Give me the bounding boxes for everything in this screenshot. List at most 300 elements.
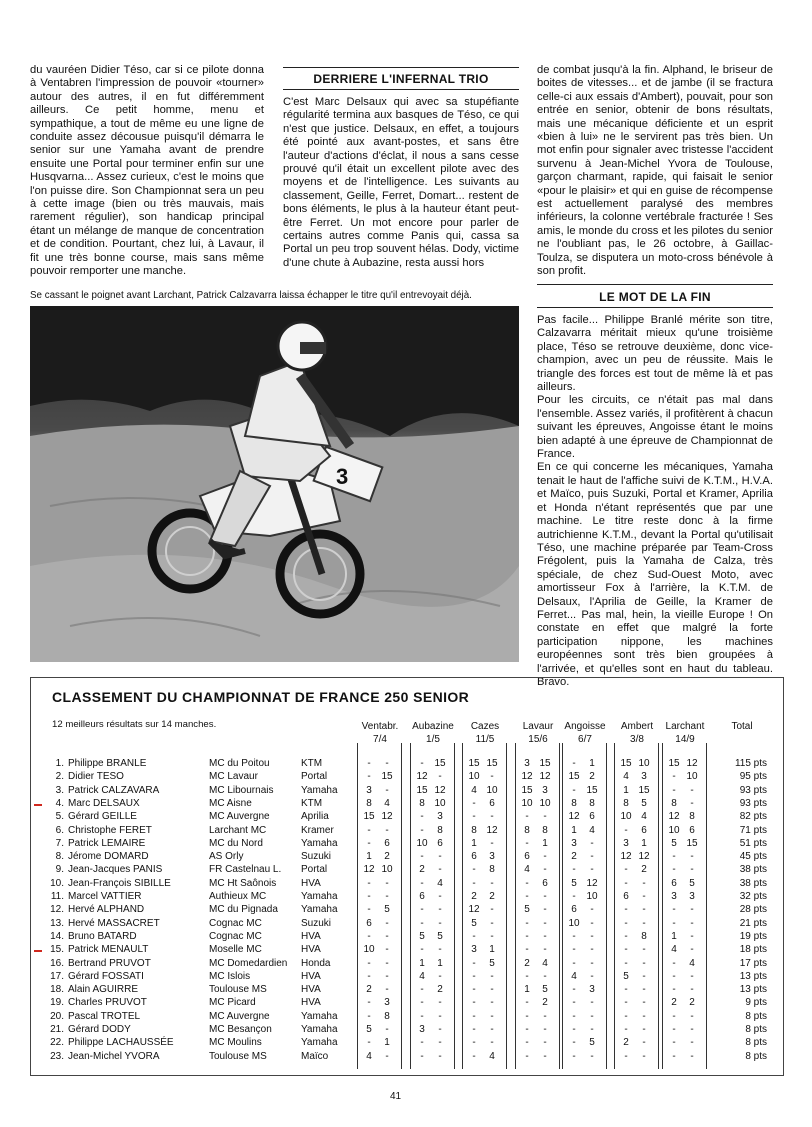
manche-2-result: - bbox=[543, 1010, 547, 1022]
manche-2-result: - bbox=[590, 944, 594, 956]
rider-name-cell: Bertrand PRUVOT bbox=[68, 957, 151, 969]
round-header-name: Larchant bbox=[665, 721, 705, 732]
manche-2-result: - bbox=[385, 758, 389, 769]
rank-cell: 12. bbox=[50, 904, 64, 916]
motorcycle-cell: HVA bbox=[301, 877, 321, 889]
manche-2-result: 10 bbox=[381, 864, 393, 876]
manche-1-result: - bbox=[420, 997, 424, 1009]
manche-2-result: - bbox=[642, 1024, 646, 1035]
manche-1-result: 12 bbox=[620, 851, 632, 863]
rank-cell: 2. bbox=[55, 771, 64, 783]
manche-1-result: - bbox=[472, 1050, 476, 1062]
manche-1-result: - bbox=[572, 864, 576, 876]
manche-1-result: 1 bbox=[471, 837, 477, 849]
manche-1-result: - bbox=[572, 1024, 576, 1035]
manche-2-result: - bbox=[690, 984, 694, 996]
manche-2-result: - bbox=[490, 771, 494, 783]
manche-1-result: 10 bbox=[568, 917, 580, 929]
manche-2-result: 8 bbox=[589, 797, 595, 809]
total-cell: 9 pts bbox=[745, 997, 767, 1009]
manche-1-result: - bbox=[624, 1024, 628, 1035]
manche-1-result: 3 bbox=[471, 944, 477, 956]
manche-1-result: - bbox=[624, 824, 628, 836]
manche-1-result: - bbox=[472, 1037, 476, 1049]
rank-cell: 20. bbox=[50, 1010, 64, 1022]
manche-1-result: - bbox=[420, 877, 424, 889]
rank-cell: 19. bbox=[50, 997, 64, 1009]
manche-2-result: - bbox=[642, 997, 646, 1009]
manche-1-result: - bbox=[572, 984, 576, 996]
manche-1-result: 2 bbox=[524, 957, 530, 969]
manche-1-result: - bbox=[420, 851, 424, 863]
manche-1-result: - bbox=[420, 824, 424, 836]
total-cell: 82 pts bbox=[739, 811, 767, 823]
manche-2-result: 3 bbox=[542, 784, 548, 796]
manche-1-result: - bbox=[672, 1010, 676, 1022]
club-cell: MC Libournais bbox=[209, 784, 274, 796]
column-separator bbox=[410, 743, 411, 1069]
number-plate: 3 bbox=[336, 464, 349, 489]
column-separator bbox=[506, 743, 507, 1069]
manche-1-result: - bbox=[367, 957, 371, 969]
section-rule-bottom-2 bbox=[537, 307, 773, 308]
total-cell: 93 pts bbox=[739, 797, 767, 809]
manche-2-result: 4 bbox=[641, 811, 647, 823]
rank-cell: 1. bbox=[55, 758, 64, 769]
manche-1-result: - bbox=[672, 1050, 676, 1062]
club-cell: Cognac MC bbox=[209, 917, 262, 929]
rider-name-cell: Didier TESO bbox=[68, 771, 124, 783]
photo-caption: Se cassant le poignet avant Larchant, Patrick Calzavarra laissa échapper le titre qu'il entrevoyait déjà. bbox=[30, 290, 472, 301]
manche-2-result: 6 bbox=[589, 811, 595, 823]
manche-2-result: - bbox=[642, 1037, 646, 1049]
manche-1-result: - bbox=[572, 1010, 576, 1022]
manche-2-result: - bbox=[543, 1050, 547, 1062]
manche-2-result: 8 bbox=[384, 1010, 390, 1022]
manche-2-result: - bbox=[385, 984, 389, 996]
manche-1-result: - bbox=[672, 1024, 676, 1035]
manche-2-result: - bbox=[543, 864, 547, 876]
manche-2-result: - bbox=[490, 1024, 494, 1035]
manche-2-result: 10 bbox=[586, 891, 598, 902]
manche-2-result: - bbox=[543, 917, 547, 929]
manche-1-result: - bbox=[420, 1010, 424, 1022]
manche-1-result: 4 bbox=[419, 970, 425, 982]
manche-2-result: - bbox=[690, 917, 694, 929]
manche-1-result: - bbox=[624, 917, 628, 929]
motorcycle-cell: HVA bbox=[301, 930, 321, 942]
manche-2-result: - bbox=[690, 784, 694, 796]
manche-2-result: - bbox=[490, 997, 494, 1009]
manche-2-result: 2 bbox=[589, 771, 595, 783]
manche-1-result: - bbox=[525, 997, 529, 1009]
manche-2-result: - bbox=[385, 944, 389, 956]
column-separator bbox=[706, 743, 707, 1069]
total-cell: 19 pts bbox=[739, 930, 767, 942]
manche-2-result: - bbox=[690, 930, 694, 942]
manche-1-result: 15 bbox=[668, 758, 680, 769]
column-separator bbox=[658, 743, 659, 1069]
column-separator bbox=[559, 743, 560, 1069]
manche-2-result: 4 bbox=[542, 957, 548, 969]
manche-1-result: - bbox=[420, 917, 424, 929]
manche-2-result: 2 bbox=[689, 997, 695, 1009]
manche-2-result: - bbox=[490, 984, 494, 996]
total-cell: 13 pts bbox=[739, 970, 767, 982]
manche-1-result: 12 bbox=[568, 811, 580, 823]
manche-1-result: - bbox=[624, 864, 628, 876]
motorcycle-cell: Suzuki bbox=[301, 851, 332, 863]
manche-1-result: 5 bbox=[623, 970, 629, 982]
column-separator bbox=[606, 743, 607, 1069]
manche-1-result: 8 bbox=[524, 824, 530, 836]
manche-1-result: - bbox=[572, 758, 576, 769]
motorcycle-cell: Portal bbox=[301, 771, 328, 783]
manche-1-result: - bbox=[472, 957, 476, 969]
manche-1-result: - bbox=[472, 797, 476, 809]
club-cell: Moselle MC bbox=[209, 944, 262, 956]
manche-1-result: 8 bbox=[623, 797, 629, 809]
article-column-4 bbox=[537, 314, 773, 689]
manche-2-result: - bbox=[490, 970, 494, 982]
highlight-marker bbox=[34, 804, 42, 806]
motorcycle-cell: HVA bbox=[301, 997, 321, 1009]
manche-2-result: - bbox=[438, 1010, 442, 1022]
total-cell: 95 pts bbox=[739, 771, 767, 783]
manche-2-result: - bbox=[590, 970, 594, 982]
total-cell: 8 pts bbox=[745, 1024, 767, 1035]
manche-1-result: - bbox=[624, 997, 628, 1009]
total-cell: 45 pts bbox=[739, 851, 767, 863]
manche-2-result: - bbox=[690, 904, 694, 916]
rider-name-cell: Hervé ALPHAND bbox=[68, 904, 145, 916]
manche-1-result: 2 bbox=[623, 1037, 629, 1049]
manche-1-result: - bbox=[367, 1037, 371, 1049]
manche-2-result: 3 bbox=[689, 891, 695, 902]
manche-1-result: - bbox=[624, 877, 628, 889]
rank-cell: 11. bbox=[50, 891, 64, 902]
rank-cell: 18. bbox=[50, 984, 64, 996]
column-separator bbox=[614, 743, 615, 1069]
motorcycle-cell: Yamaha bbox=[301, 1024, 338, 1035]
manche-1-result: 2 bbox=[571, 851, 577, 863]
manche-1-result: - bbox=[672, 984, 676, 996]
manche-2-result: 3 bbox=[641, 771, 647, 783]
manche-2-result: - bbox=[690, 1037, 694, 1049]
motorcycle-cell: Yamaha bbox=[301, 1010, 338, 1022]
manche-2-result: - bbox=[385, 957, 389, 969]
manche-2-result: - bbox=[385, 930, 389, 942]
manche-2-result: - bbox=[543, 944, 547, 956]
motorcycle-cell: Portal bbox=[301, 864, 328, 876]
motorcycle-cell: HVA bbox=[301, 944, 321, 956]
manche-2-result: 5 bbox=[689, 877, 695, 889]
manche-1-result: 5 bbox=[671, 837, 677, 849]
rank-cell: 3. bbox=[55, 784, 64, 796]
manche-1-result: - bbox=[367, 891, 371, 902]
manche-1-result: - bbox=[525, 970, 529, 982]
club-cell: MC Auvergne bbox=[209, 1010, 270, 1022]
manche-1-result: - bbox=[572, 1050, 576, 1062]
manche-1-result: - bbox=[420, 904, 424, 916]
manche-1-result: - bbox=[624, 904, 628, 916]
manche-2-result: - bbox=[490, 930, 494, 942]
club-cell: MC Domedardien bbox=[209, 957, 288, 969]
manche-2-result: - bbox=[590, 1024, 594, 1035]
manche-2-result: - bbox=[642, 904, 646, 916]
manche-2-result: 8 bbox=[437, 824, 443, 836]
total-cell: 8 pts bbox=[745, 1050, 767, 1062]
manche-1-result: 15 bbox=[521, 784, 533, 796]
manche-1-result: - bbox=[367, 1010, 371, 1022]
club-cell: MC Auvergne bbox=[209, 811, 270, 823]
club-cell: MC du Pignada bbox=[209, 904, 278, 916]
total-header: Total bbox=[731, 721, 753, 732]
manche-2-result: 3 bbox=[489, 851, 495, 863]
manche-2-result: 6 bbox=[641, 824, 647, 836]
rider-name-cell: Gérard FOSSATI bbox=[68, 970, 144, 982]
rank-cell: 17. bbox=[50, 970, 64, 982]
manche-2-result: - bbox=[590, 997, 594, 1009]
manche-2-result: 5 bbox=[384, 904, 390, 916]
manche-1-result: 5 bbox=[366, 1024, 372, 1035]
rank-cell: 23. bbox=[50, 1050, 64, 1062]
round-header-name: Angoisse bbox=[564, 721, 606, 732]
manche-1-result: - bbox=[624, 984, 628, 996]
manche-1-result: 4 bbox=[571, 970, 577, 982]
manche-1-result: 1 bbox=[671, 930, 677, 942]
manche-1-result: - bbox=[472, 984, 476, 996]
manche-2-result: 6 bbox=[384, 837, 390, 849]
manche-2-result: - bbox=[690, 1010, 694, 1022]
motorcycle-cell: KTM bbox=[301, 797, 323, 809]
manche-2-result: - bbox=[438, 1050, 442, 1062]
rider-name-cell: Christophe FERET bbox=[68, 824, 152, 836]
motorcycle-cell: Yamaha bbox=[301, 891, 338, 902]
manche-1-result: - bbox=[624, 957, 628, 969]
club-cell: MC Picard bbox=[209, 997, 256, 1009]
manche-2-result: 6 bbox=[542, 877, 548, 889]
manche-2-result: 8 bbox=[542, 824, 548, 836]
rank-cell: 9. bbox=[55, 864, 64, 876]
rank-cell: 7. bbox=[55, 837, 64, 849]
manche-2-result: - bbox=[590, 957, 594, 969]
section-title-trio: DERRIERE L'INFERNAL TRIO bbox=[313, 72, 489, 86]
manche-1-result: - bbox=[420, 758, 424, 769]
manche-2-result: - bbox=[438, 944, 442, 956]
manche-1-result: - bbox=[367, 904, 371, 916]
manche-2-result: - bbox=[438, 891, 442, 902]
motorcycle-cell: HVA bbox=[301, 970, 321, 982]
manche-1-result: 8 bbox=[419, 797, 425, 809]
table-note: 12 meilleurs résultats sur 14 manches. bbox=[52, 719, 217, 730]
manche-1-result: 10 bbox=[468, 771, 480, 783]
manche-1-result: - bbox=[525, 811, 529, 823]
manche-1-result: - bbox=[525, 1024, 529, 1035]
manche-1-result: 3 bbox=[419, 1024, 425, 1035]
manche-1-result: - bbox=[624, 1050, 628, 1062]
manche-2-result: 1 bbox=[542, 837, 548, 849]
article-text-col3: de combat jusqu'à la fin. Alphand, le briseur de boites de vitesses... et de jambe (il se fractura celle-ci aux essais d'Ambert), pouvait, pour son entrée en senior, obtenir de bons résultats, mais une mécanique déficiente et un esprit «bien à lui» ne le servirent pas très bien. Un mot enfin pour signaler avec tristesse l'accident survenu à Jean-Michel Yvora de Toulouse, garçon charmant, rapide, qui faisait le senior «pour le plaisir» et qui en guise de récompense est actuellement paralysé des membres inférieurs, la colonne vertébrale fracturée ! Ses amis, le monde du cross et les pilotes du senior ne l'oubliant pas, le 26 octobre, à Gaillac-Toulza, se disputera un moto-cross bénévole à son profit. bbox=[537, 64, 773, 278]
motorcycle-cell: Yamaha bbox=[301, 837, 338, 849]
manche-1-result: - bbox=[472, 811, 476, 823]
round-header-date: 14/9 bbox=[675, 734, 695, 745]
manche-2-result: 4 bbox=[489, 1050, 495, 1062]
manche-2-result: - bbox=[690, 1024, 694, 1035]
motorcycle-cell: Yamaha bbox=[301, 784, 338, 796]
manche-1-result: - bbox=[420, 944, 424, 956]
manche-1-result: 8 bbox=[571, 797, 577, 809]
manche-2-result: 15 bbox=[539, 758, 551, 769]
manche-1-result: - bbox=[472, 1010, 476, 1022]
section-rule-top-2 bbox=[537, 284, 773, 285]
round-header-date: 3/8 bbox=[630, 734, 644, 745]
manche-1-result: - bbox=[672, 957, 676, 969]
manche-2-result: - bbox=[385, 824, 389, 836]
manche-2-result: 15 bbox=[434, 758, 446, 769]
manche-2-result: - bbox=[438, 904, 442, 916]
rank-cell: 15. bbox=[50, 944, 64, 956]
rider-name-cell: Jean-François SIBILLE bbox=[68, 877, 171, 889]
manche-1-result: - bbox=[624, 1010, 628, 1022]
rider-name-cell: Patrick CALZAVARA bbox=[68, 784, 160, 796]
manche-2-result: 2 bbox=[384, 851, 390, 863]
manche-1-result: - bbox=[572, 997, 576, 1009]
manche-1-result: 3 bbox=[366, 784, 372, 796]
manche-2-result: 12 bbox=[539, 771, 551, 783]
manche-1-result: - bbox=[672, 784, 676, 796]
total-cell: 17 pts bbox=[739, 957, 767, 969]
manche-2-result: - bbox=[490, 1010, 494, 1022]
manche-2-result: 5 bbox=[542, 984, 548, 996]
article-column-1 bbox=[30, 64, 264, 279]
manche-2-result: - bbox=[438, 1037, 442, 1049]
manche-2-result: - bbox=[642, 917, 646, 929]
manche-2-result: 8 bbox=[641, 930, 647, 942]
manche-2-result: 1 bbox=[641, 837, 647, 849]
total-cell: 38 pts bbox=[739, 877, 767, 889]
manche-1-result: 8 bbox=[366, 797, 372, 809]
manche-2-result: - bbox=[385, 891, 389, 902]
manche-2-result: 6 bbox=[489, 797, 495, 809]
manche-2-result: - bbox=[385, 1024, 389, 1035]
manche-2-result: - bbox=[590, 1010, 594, 1022]
manche-1-result: - bbox=[367, 877, 371, 889]
manche-1-result: - bbox=[525, 877, 529, 889]
club-cell: AS Orly bbox=[209, 851, 244, 863]
manche-2-result: - bbox=[438, 771, 442, 783]
round-header-date: 15/6 bbox=[528, 734, 548, 745]
manche-2-result: 5 bbox=[437, 930, 443, 942]
manche-1-result: 4 bbox=[524, 864, 530, 876]
rider-name-cell: Jérome DOMARD bbox=[68, 851, 149, 863]
article-paragraph: Pas facile... Philippe Branlé mérite son titre, Calzavarra méritait mieux qu'une troisième place, Téso se retrouve deuxième, donc vice-champion, avec un peu de réussite. Mais le triangle des forces est tout de même là et pas ailleurs. bbox=[537, 314, 773, 394]
column-separator bbox=[401, 743, 402, 1069]
page-number: 41 bbox=[390, 1091, 402, 1102]
rider-name-cell: Marc DELSAUX bbox=[68, 797, 140, 809]
rider-name-cell: Bruno BATARD bbox=[68, 930, 137, 942]
manche-1-result: 15 bbox=[416, 784, 428, 796]
manche-1-result: - bbox=[572, 1037, 576, 1049]
manche-1-result: - bbox=[572, 944, 576, 956]
club-cell: MC Moulins bbox=[209, 1037, 262, 1049]
manche-1-result: 6 bbox=[366, 917, 372, 929]
manche-2-result: - bbox=[385, 970, 389, 982]
manche-1-result: - bbox=[572, 891, 576, 902]
manche-2-result: 10 bbox=[638, 758, 650, 769]
manche-1-result: - bbox=[672, 851, 676, 863]
manche-2-result: 8 bbox=[489, 864, 495, 876]
manche-2-result: 4 bbox=[384, 797, 390, 809]
manche-1-result: 10 bbox=[668, 824, 680, 836]
club-cell: MC Besançon bbox=[209, 1024, 272, 1035]
rider-name-cell: Gérard GEILLE bbox=[68, 811, 137, 823]
manche-2-result: - bbox=[385, 784, 389, 796]
manche-1-result: - bbox=[572, 957, 576, 969]
column-separator bbox=[562, 743, 563, 1069]
manche-1-result: - bbox=[525, 917, 529, 929]
rider-name-cell: Philippe BRANLE bbox=[68, 758, 147, 769]
manche-2-result: - bbox=[590, 1050, 594, 1062]
article-column-3 bbox=[537, 64, 773, 279]
manche-2-result: - bbox=[642, 891, 646, 902]
manche-2-result: 10 bbox=[486, 784, 498, 796]
manche-2-result: 6 bbox=[689, 824, 695, 836]
manche-1-result: - bbox=[420, 984, 424, 996]
rank-cell: 6. bbox=[55, 824, 64, 836]
total-cell: 18 pts bbox=[739, 944, 767, 956]
manche-1-result: 2 bbox=[366, 984, 372, 996]
manche-1-result: 12 bbox=[521, 771, 533, 783]
manche-2-result: - bbox=[438, 1024, 442, 1035]
manche-2-result: - bbox=[438, 997, 442, 1009]
rider-name-cell: Charles PRUVOT bbox=[68, 997, 147, 1009]
manche-1-result: 1 bbox=[623, 784, 629, 796]
manche-2-result: - bbox=[690, 1050, 694, 1062]
rider-name-cell: Marcel VATTIER bbox=[68, 891, 142, 902]
motorcycle-cell: HVA bbox=[301, 984, 321, 996]
rider-name-cell: Jean-Michel YVORA bbox=[68, 1050, 160, 1062]
manche-1-result: - bbox=[472, 997, 476, 1009]
total-cell: 71 pts bbox=[739, 824, 767, 836]
total-cell: 13 pts bbox=[739, 984, 767, 996]
rider-name-cell: Gérard DODY bbox=[68, 1024, 131, 1035]
manche-1-result: - bbox=[525, 1050, 529, 1062]
manche-1-result: - bbox=[367, 824, 371, 836]
manche-1-result: 10 bbox=[521, 797, 533, 809]
manche-2-result: - bbox=[543, 811, 547, 823]
club-cell: MC Ht Saônois bbox=[209, 877, 277, 889]
manche-2-result: 3 bbox=[384, 997, 390, 1009]
rank-cell: 8. bbox=[55, 851, 64, 863]
manche-2-result: 12 bbox=[486, 824, 498, 836]
manche-1-result: 6 bbox=[623, 891, 629, 902]
manche-1-result: 4 bbox=[366, 1050, 372, 1062]
manche-2-result: - bbox=[642, 944, 646, 956]
manche-2-result: 15 bbox=[638, 784, 650, 796]
manche-2-result: 4 bbox=[689, 957, 695, 969]
rank-cell: 14. bbox=[50, 930, 64, 942]
club-cell: Toulouse MS bbox=[209, 984, 267, 996]
rank-cell: 13. bbox=[50, 917, 64, 929]
manche-2-result: - bbox=[490, 1037, 494, 1049]
club-cell: FR Castelnau L. bbox=[209, 864, 282, 876]
round-header-name: Aubazine bbox=[412, 721, 454, 732]
club-cell: MC Aisne bbox=[209, 797, 252, 809]
manche-1-result: 10 bbox=[363, 944, 375, 956]
manche-2-result: - bbox=[690, 864, 694, 876]
manche-1-result: 4 bbox=[623, 771, 629, 783]
